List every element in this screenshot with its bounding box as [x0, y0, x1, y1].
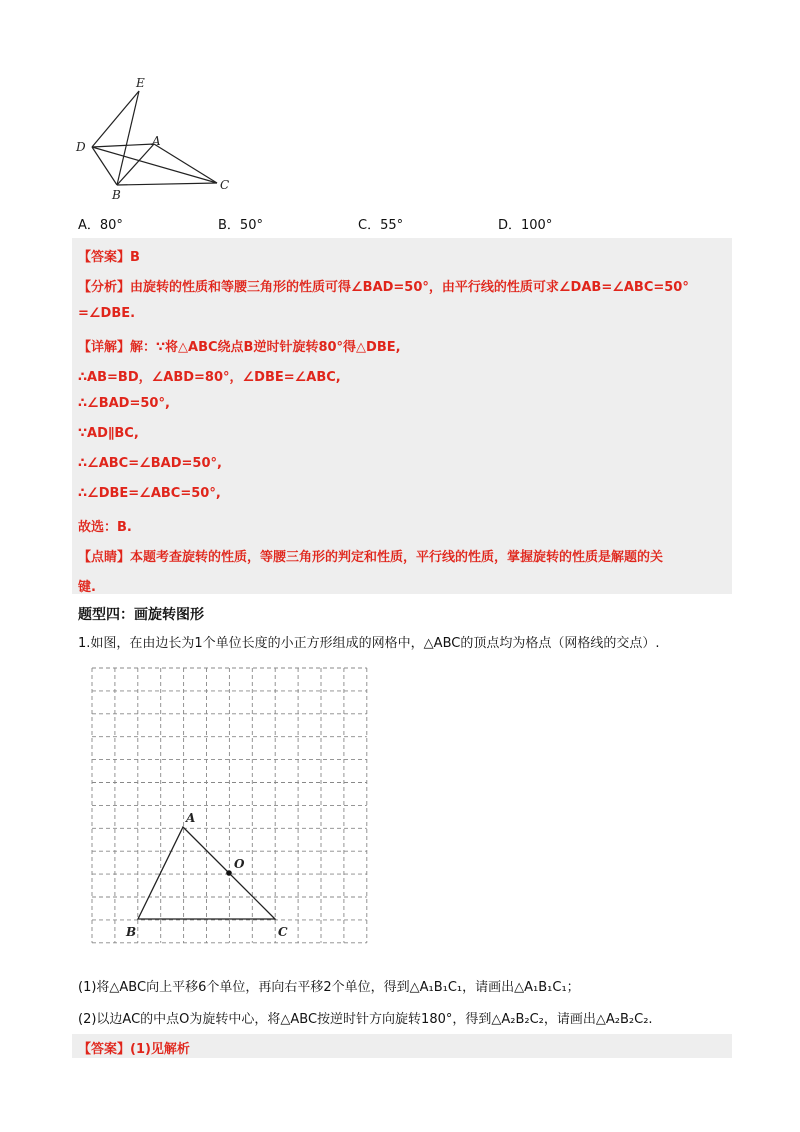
label-C: C: [278, 925, 288, 939]
label-E: E: [136, 76, 145, 90]
label-B: B: [112, 188, 121, 202]
label-B: B: [126, 925, 137, 939]
detail-line: 【详解】解：∵将△ABC绕点B逆时针旋转80°得△DBE,: [78, 340, 401, 355]
label-C: C: [220, 178, 230, 192]
option-b: B．50°: [218, 218, 263, 233]
analysis-line-1: 【分析】由旋转的性质和等腰三角形的性质可得∠BAD=50°，由平行线的性质可求∠DAB=∠ABC=50°: [78, 280, 689, 295]
question-part-1: (1)将△ABC向上平移6个单位，再向右平移2个单位，得到△A₁B₁C₁，请画出△A₁B₁C₁；: [78, 980, 580, 995]
detail-line: ∴AB=BD，∠ABD=80°，∠DBE=∠ABC,: [78, 370, 341, 385]
segment-AC: [154, 144, 217, 183]
detail-line: ∵AD∥BC,: [78, 426, 139, 441]
detail-line: 故选：B.: [78, 520, 132, 535]
section-title: 题型四：画旋转图形: [78, 607, 204, 623]
label-A: A: [152, 134, 161, 148]
label-D: D: [76, 140, 86, 154]
figure-rotation: [70, 75, 240, 205]
label-A: A: [186, 811, 196, 825]
option-d: D．100°: [498, 218, 553, 233]
option-a: A．80°: [78, 218, 123, 233]
detail-line: ∴∠ABC=∠BAD=50°,: [78, 456, 222, 471]
segment-EB: [117, 91, 139, 185]
segment-BC: [117, 183, 217, 185]
segment-DA: [92, 144, 154, 147]
detail-line: ∴∠DBE=∠ABC=50°,: [78, 486, 221, 501]
detail-line: ∴∠BAD=50°,: [78, 396, 170, 411]
comment-line-2: 键.: [78, 580, 96, 595]
label-O: O: [234, 857, 245, 871]
answer-line: 【答案】B: [78, 250, 140, 265]
figure-grid: [88, 664, 372, 948]
answer2-line: 【答案】(1)见解析: [78, 1042, 190, 1057]
segment-AB: [117, 144, 154, 185]
question-part-2: (2)以边AC的中点O为旋转中心，将△ABC按逆时针方向旋转180°，得到△A₂B₂C₂，请画出△A₂B₂C₂.: [78, 1012, 653, 1027]
option-c: C．55°: [358, 218, 404, 233]
point-O: [226, 870, 232, 876]
question-intro: 1.如图，在由边长为1个单位长度的小正方形组成的网格中，△ABC的顶点均为格点（网格线的交点）.: [78, 636, 660, 651]
analysis-line-2: =∠DBE.: [78, 306, 136, 321]
segment-DC: [92, 147, 217, 183]
answer-options: [78, 214, 718, 234]
comment-line-1: 【点睛】本题考查旋转的性质，等腰三角形的判定和性质，平行线的性质，掌握旋转的性质是解题的关: [78, 550, 664, 565]
